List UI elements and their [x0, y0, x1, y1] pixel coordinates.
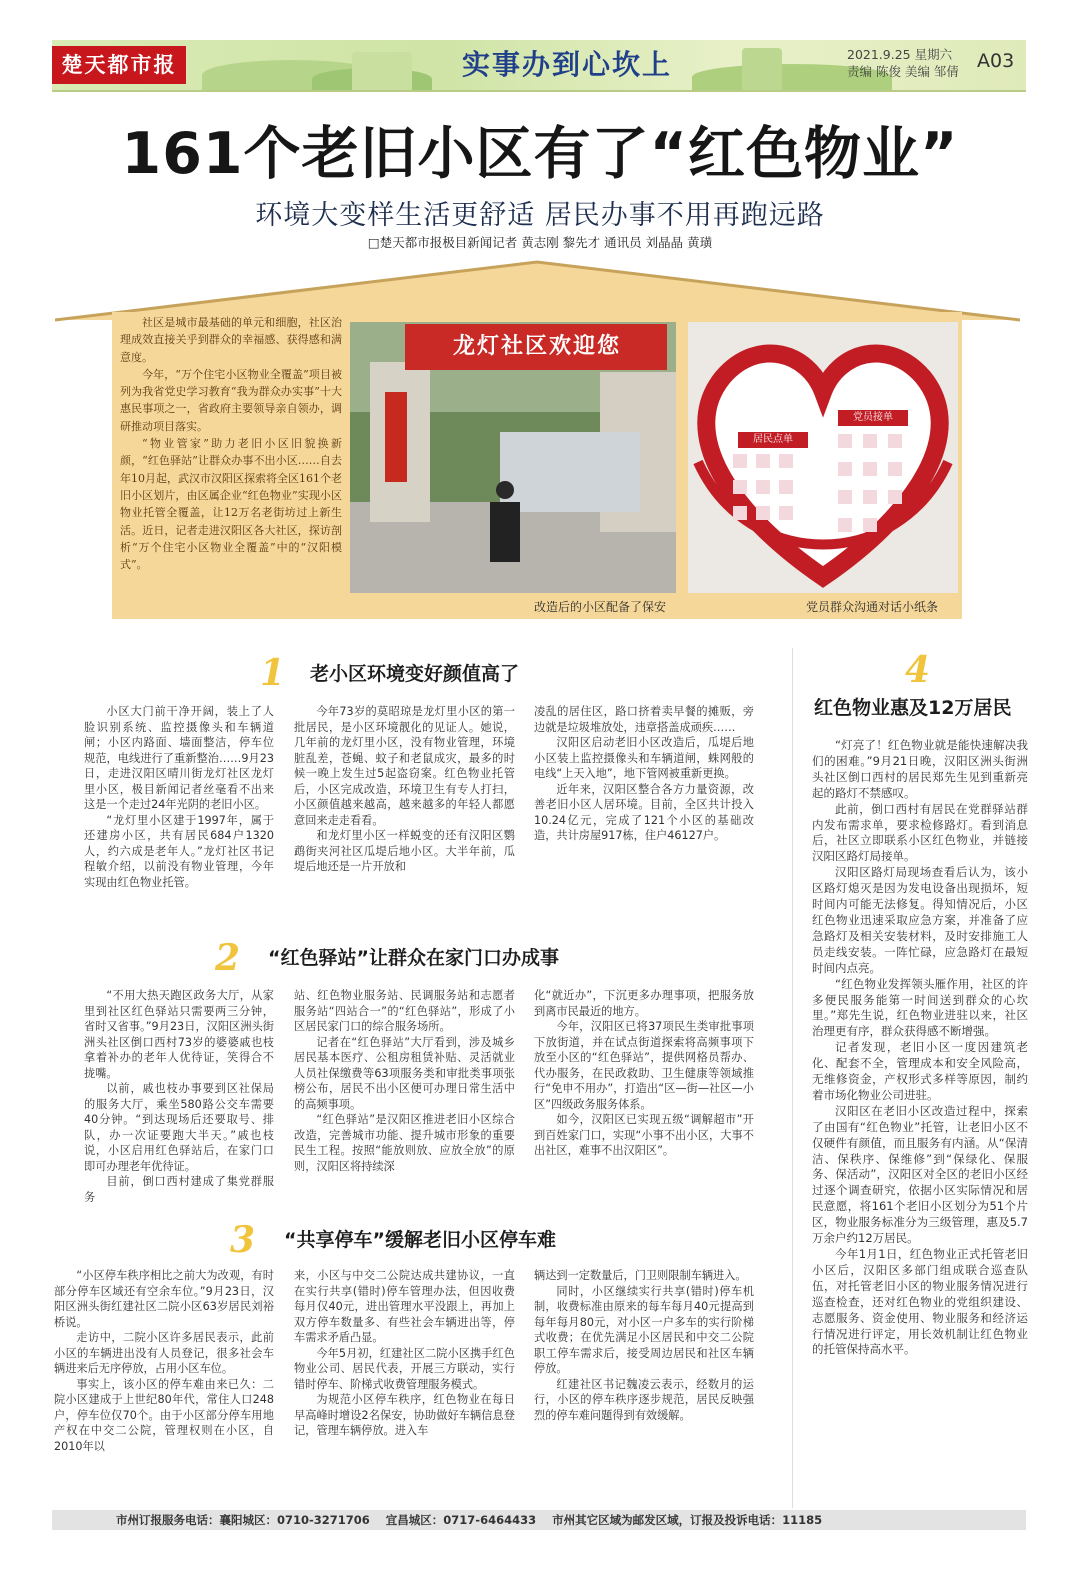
board-label-members: 党员接单 — [853, 412, 893, 423]
article-column — [84, 988, 274, 1205]
paragraph: 以前，戚也枝办事要到区社保局的服务大厅，乘坐580路公交车需要40分钟。“到达现场后还要取号、排队，办一次证要跑大半天。”戚也枝说，小区启用红色驿站后，在家门口即可办理老年优待证。 — [84, 1082, 274, 1173]
section-title: 老小区环境变好颜值高了 — [310, 663, 520, 685]
issue-date: 2021.9.25 星期六 — [847, 47, 953, 62]
paragraph: 和龙灯里小区一样蜕变的还有汉阳区鹦鹉街夹河社区瓜堤后地小区。大半年前，瓜堤后地还是一片开放和 — [294, 829, 515, 873]
article-column — [294, 988, 515, 1174]
intro-paragraph: 社区是城市最基础的单元和细胞，社区治理成效直接关乎到群众的幸福感、获得感和满意度。 — [120, 316, 342, 364]
subscription-footer — [52, 1510, 1026, 1530]
section-title: “共享停车”缓解老旧小区停车难 — [284, 1229, 556, 1251]
paragraph: 今年73岁的莫昭琼是龙灯里小区的第一批居民，是小区环境靓化的见证人。她说，几年前的龙灯里小区，没有物业管理，环境脏乱差，苍蝇、蚊子和老鼠成灾，最多的时候一晚上发生过5起盗窃案。红色物业托管后，小区完成改造，环境卫生有专人打扫，小区颜值越来越高，越来越多的年轻人都愿意回来走走看看。 — [294, 705, 515, 827]
article-column — [534, 988, 754, 1159]
section-number: 3 — [230, 1219, 256, 1261]
article-column — [294, 1268, 515, 1439]
headline: 161个老旧小区有了“红色物业” — [121, 121, 959, 187]
article-column — [84, 704, 274, 890]
column-divider — [792, 648, 793, 1508]
paragraph: 同时，小区继续实行共享(错时)停车机制，收费标准由原来的每车每月40元提高到每年每月80元，对小区一户多车的实行阶梯式收费；在优先满足小区居民和中交二公院职工停车需求后，接受周边居民和社区车辆停放。 — [534, 1284, 754, 1375]
section-number: 1 — [260, 652, 286, 694]
section-title: 红色物业惠及12万居民 — [814, 697, 1012, 719]
subheadline: 环境大变样生活更舒适 居民办事不用再跑远路 — [255, 200, 825, 231]
masthead-slogan: 实事办到心坎上 — [461, 48, 672, 81]
section-title: “红色驿站”让群众在家门口办成事 — [268, 947, 559, 969]
paragraph: 汉阳区在老旧小区改造过程中，探索了由国有“红色物业”托管，让老旧小区不仅硬件有颜值，而且服务有内涵。从“保清洁、保秩序、保维修”到“保绿化、保服务、保活动”，汉阳区对全区的老旧小区经过逐个调查研究，依据小区实际情况和居民意愿，将161个老旧小区划分为51个片区，物业服务标准分为三级管理，惠及5.7万余户约12万居民。 — [812, 1103, 1028, 1246]
intro-paragraph: 今年，“万个住宅小区物业全覆盖”项目被列为我省党史学习教育“我为群众办实事”十大惠民事项之一，省政府主要领导亲自领办，调研推动项目落实。 — [120, 367, 342, 433]
paragraph: 此前，倒口西村有居民在党群驿站群内发布需求单，要求检修路灯。看到消息后，社区立即联系小区红色物业，并链接汉阳区路灯局接单。 — [812, 801, 1028, 864]
article-column — [54, 1268, 274, 1454]
community-sign: 龙灯社区欢迎您 — [452, 334, 621, 359]
photo-message-wall — [688, 322, 958, 593]
paragraph: 今年1月1日，红色物业正式托管老旧小区后，汉阳区多部门组成联合巡查队伍，对托管老旧小区的物业服务情况进行巡查检查，还对红色物业的党组织建设、志愿服务、资金使用、物业服务和经济运行情况进行评定，用长效机制让红色物业的托管保持高水平。 — [812, 1247, 1028, 1357]
paragraph: 如今，汉阳区已实现五级“调解超市”开到百姓家门口，实现“小事不出小区，大事不出社区，难事不出汉阳区”。 — [534, 1113, 754, 1157]
paragraph: 今年，汉阳区已将37项民生类审批事项下放街道，并在试点街道探索将高频事项下放至小区的“红色驿站”，提供网格员帮办、代办服务，在民政救助、卫生健康等领域推行“免申不用办”，打造出“区—街—社区—小区”四级政务服务体系。 — [534, 1020, 754, 1111]
section-number: 4 — [905, 649, 931, 691]
article-column — [534, 1268, 754, 1423]
paragraph: 汉阳区启动老旧小区改造后，瓜堤后地小区装上监控摄像头和车辆道闸，蛛网般的电线“上天入地”，地下管网被重新更换。 — [534, 736, 754, 780]
article-column — [534, 704, 754, 844]
photo1-caption: 改造后的小区配备了保安 — [534, 600, 667, 614]
paragraph: “红色驿站”是汉阳区推进老旧小区综合改造，完善城市功能、提升城市形象的重要民生工程。按照“能放则放、应放全放”的原则，汉阳区将持续深 — [294, 1113, 515, 1173]
paragraph: “不用大热天跑区政务大厅，从家里到社区红色驿站只需要两三分钟，省时又省事。”9月23日，汉阳区洲头街洲头社区倒口西村73岁的婆婆戚也枝拿着补办的老年人优待证，笑得合不拢嘴。 — [84, 989, 274, 1080]
newspaper-logo: 楚天都市报 — [52, 46, 186, 84]
masthead-info — [847, 46, 987, 80]
paragraph: “红色物业发挥领头雁作用，社区的许多便民服务能第一时间送到群众的心坎里。”郑先生说，红色物业进驻以来，社区治理更有序，群众获得感不断增强。 — [812, 976, 1028, 1039]
section-number: 2 — [215, 937, 241, 979]
paragraph: 小区大门前干净开阔，装上了人脸识别系统、监控摄像头和车辆道闸；小区内路面、墙面整洁，停车位规范，电线进行了重新整治……9月23日，走进汉阳区晴川街龙灯社区龙灯里小区，极目新闻记者丝毫看不出来这是一个走过24年光阴的老旧小区。 — [84, 705, 274, 811]
paragraph: 站、红色物业服务站、民调服务站和志愿者服务站“四站合一”的“红色驿站”，形成了小区居民家门口的综合服务场所。 — [294, 989, 515, 1033]
editors: 责编 陈俊 美编 邹倩 — [847, 64, 959, 79]
masthead — [52, 40, 1026, 92]
page-number: A03 — [977, 50, 1015, 72]
paragraph: 目前，倒口西村建成了集党群服务 — [84, 1175, 274, 1204]
paragraph: 红建社区书记魏凌云表示，经数月的运行，小区的停车秩序逐步规范，居民反映强烈的停车难问题得到有效缓解。 — [534, 1377, 754, 1422]
article-column — [294, 704, 515, 875]
paragraph: 近年来，汉阳区整合各方力量资源，改善老旧小区人居环境。目前，全区共计投入10.24亿元，完成了121个小区的基础改造，共计房屋917栋，住户46127户。 — [534, 782, 754, 842]
paragraph: 记者在“红色驿站”大厅看到，涉及城乡居民基本医疗、公租房租赁补贴、灵活就业人员社保缴费等63项服务类和审批类事项张榜公布，居民不出小区便可办理日常生活中的高频事项。 — [294, 1035, 515, 1111]
paragraph: 来，小区与中交二公院达成共建协议，一直在实行共享(错时)停车管理办法，但因收费每月仅40元，进出管理水平没跟上，再加上双方停车数量多、有些社会车辆进出等，停车需求矛盾凸显。 — [294, 1269, 515, 1344]
paragraph: 走访中，二院小区许多居民表示，此前小区的车辆进出没有人员登记，很多社会车辆进来后无序停放，占用小区车位。 — [54, 1331, 274, 1375]
paragraph: 化“就近办”，下沉更多办理事项，把服务放到离市民最近的地方。 — [534, 989, 754, 1018]
intro-paragraph: “物业管家”助力老旧小区旧貌换新颜，“红色驿站”让群众办事不出小区……自去年10月起，武汉市汉阳区探索将全区161个老旧小区划片，由区属企业“红色物业”实现小区物业托管全覆盖，让12万名老街坊过上新生活。近日，记者走进汉阳区各大社区，探访剖析“万个住宅小区物业全覆盖”中的“汉阳模式”。 — [120, 437, 342, 572]
paragraph: 今年5月初，红建社区二院小区携手红色物业公司、居民代表，开展三方联动，实行错时停车、阶梯式收费管理服务模式。 — [294, 1346, 515, 1391]
photo2-caption: 党员群众沟通对话小纸条 — [806, 600, 939, 614]
paragraph: “小区停车秩序相比之前大为改观，有时部分停车区域还有空余车位。”9月23日，汉阳区洲头街红建社区二院小区63岁居民刘裕桥说。 — [54, 1269, 274, 1329]
paragraph: 记者发现，老旧小区一度因建筑老化、配套不全，管理成本和安全风险高，无维修资金，产权形式多样等原因，制约着市场化物业公司进驻。 — [812, 1040, 1028, 1102]
article-column — [812, 738, 1028, 1358]
paragraph: 汉阳区路灯局现场查看后认为，该小区路灯熄灭是因为发电设备出现损坏，短时间内可能无法修复。得知情况后，小区红色物业迅速采取应急方案，并准备了应急路灯及相关安装材料，及时安排施工人员走线安装。一阵忙碌，应急路灯在最短时间内点亮。 — [812, 865, 1028, 975]
paragraph: 辆达到一定数量后，门卫则限制车辆进入。 — [534, 1269, 747, 1282]
footer-text: 市州订报服务电话：襄阳城区：0710-3271706 宜昌城区：0717-6464433 市州其它区域为邮发区域，订报及投诉电话：11185 — [116, 1513, 823, 1527]
byline: □楚天都市报极目新闻记者 黄志刚 黎先才 通讯员 刘晶晶 黄璜 — [367, 235, 713, 250]
photo-community-gate — [350, 322, 676, 593]
paragraph: “灯亮了！红色物业就是能快速解决我们的困难。”9月21日晚，汉阳区洲头街洲头社区倒口西村的居民郑先生见到重新亮起的路灯不禁感叹。 — [812, 738, 1028, 800]
paragraph: “龙灯里小区建于1997年，属于还建房小区，共有居民684户1320人，约六成是老年人。”龙灯社区书记程敏介绍，以前没有物业管理，今年实现由红色物业托管。 — [84, 813, 274, 889]
paragraph: 凌乱的居住区，路口挤着卖早餐的摊贩，旁边就是垃圾堆放处，违章搭盖成顽疾…… — [534, 705, 754, 734]
paragraph: 为规范小区停车秩序，红色物业在每日早高峰时增设2名保安，协助做好车辆信息登记，管理车辆停放。进入车 — [294, 1393, 515, 1437]
intro-text — [120, 314, 342, 573]
paragraph: 事实上，该小区的停车难由来已久：二院小区建成于上世纪80年代，常住人口248户，停车位仅70个。由于小区部分停车用地产权在中交二公院，管理权则在小区，自2010年以 — [54, 1377, 274, 1453]
board-label-residents: 居民点单 — [753, 434, 793, 445]
